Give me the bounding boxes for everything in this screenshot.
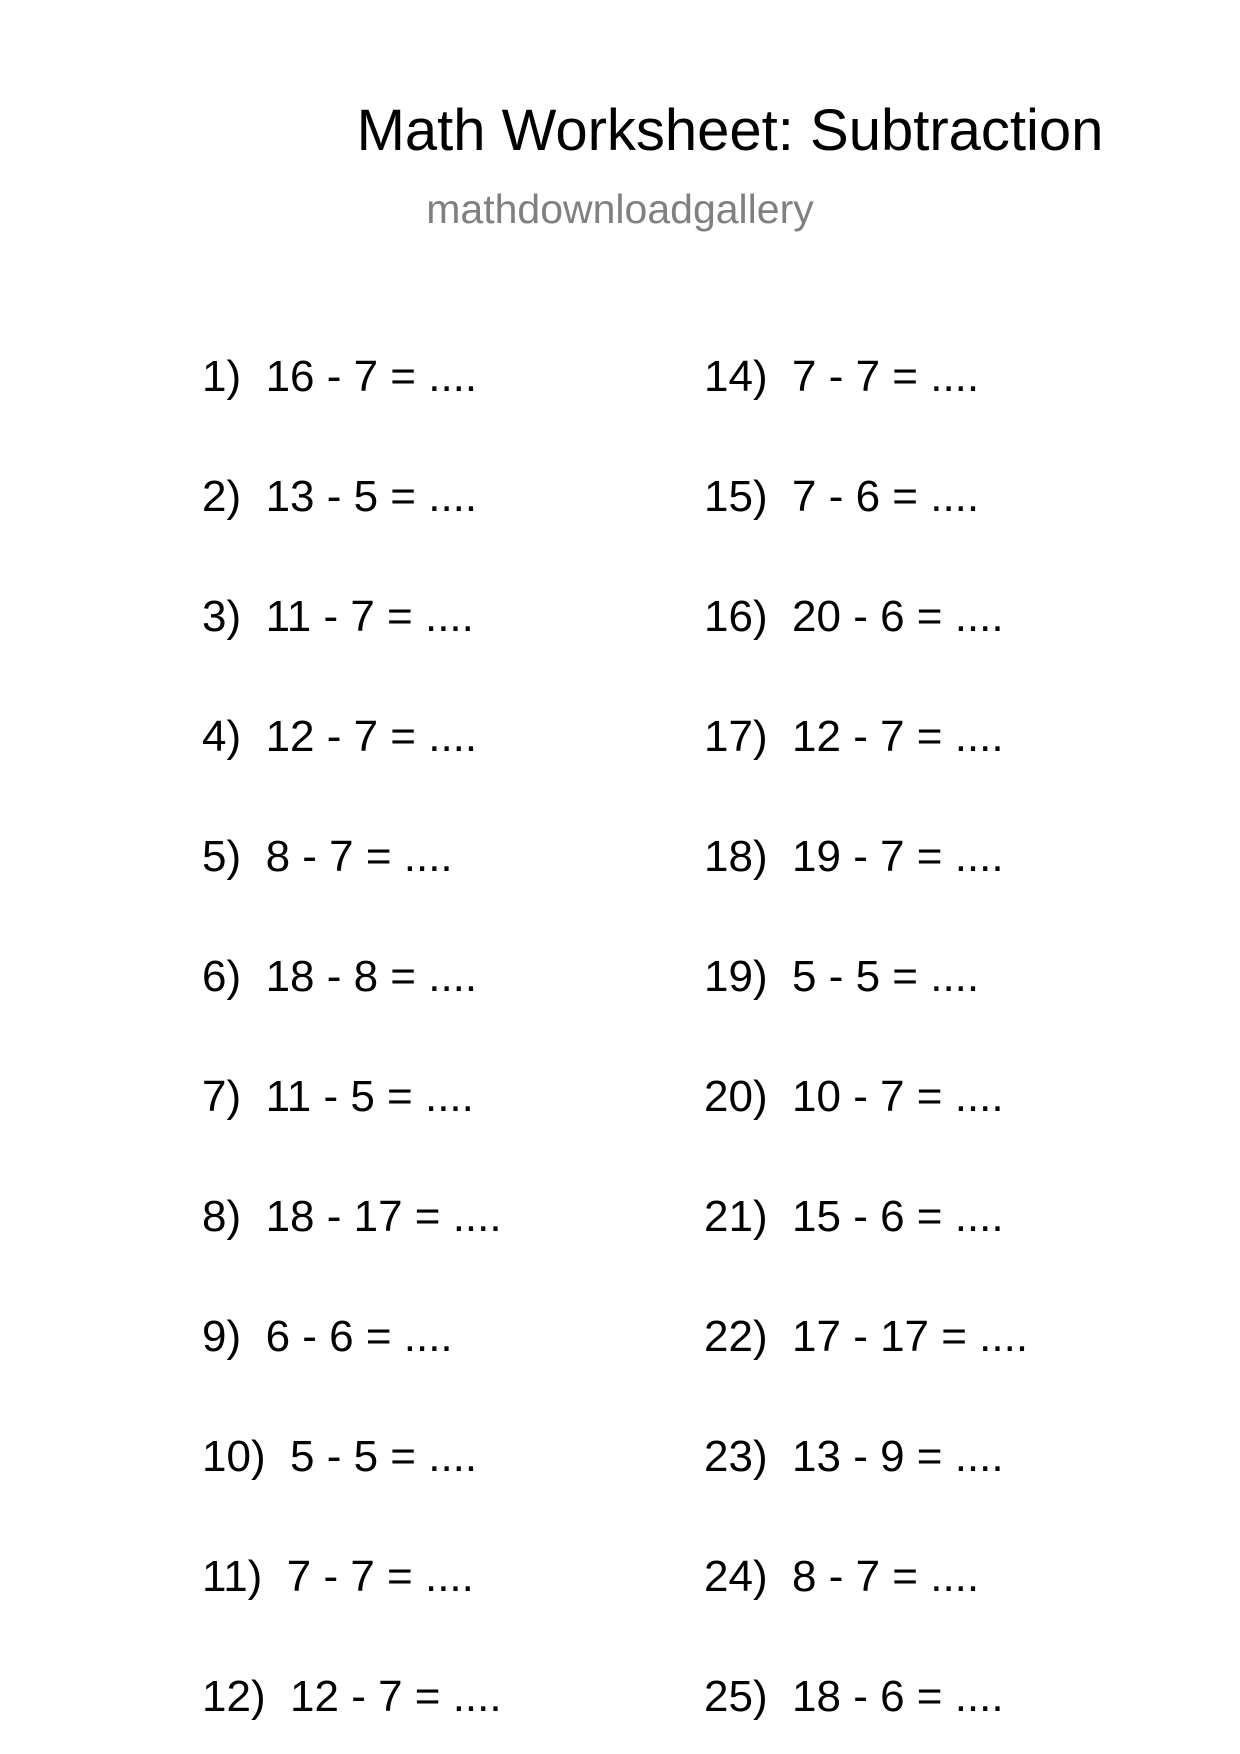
- problem-item: 23) 13 - 9 = ....: [704, 1432, 1004, 1481]
- worksheet-subtitle: mathdownloadgallery: [426, 186, 814, 232]
- problem-item: 24) 8 - 7 = ....: [704, 1552, 980, 1601]
- problem-item: 2) 13 - 5 = ....: [202, 472, 478, 521]
- problem-item: 14) 7 - 7 = ....: [704, 352, 980, 401]
- problem-item: 19) 5 - 5 = ....: [704, 952, 980, 1001]
- problem-item: 10) 5 - 5 = ....: [202, 1432, 478, 1481]
- problem-item: 6) 18 - 8 = ....: [202, 952, 478, 1001]
- problem-item: 22) 17 - 17 = ....: [704, 1312, 1029, 1361]
- problem-item: 4) 12 - 7 = ....: [202, 712, 478, 761]
- problem-item: 12) 12 - 7 = ....: [202, 1672, 502, 1721]
- problem-item: 15) 7 - 6 = ....: [704, 472, 980, 521]
- problem-item: 3) 11 - 7 = ....: [202, 592, 474, 641]
- problem-item: 17) 12 - 7 = ....: [704, 712, 1004, 761]
- problem-item: 18) 19 - 7 = ....: [704, 832, 1004, 881]
- problem-item: 7) 11 - 5 = ....: [202, 1072, 474, 1121]
- problem-item: 1) 16 - 7 = ....: [202, 352, 478, 401]
- problem-item: 11) 7 - 7 = ....: [202, 1552, 474, 1601]
- problem-item: 20) 10 - 7 = ....: [704, 1072, 1004, 1121]
- problem-item: 5) 8 - 7 = ....: [202, 832, 453, 881]
- problem-item: 9) 6 - 6 = ....: [202, 1312, 453, 1361]
- problem-item: 16) 20 - 6 = ....: [704, 592, 1004, 641]
- problem-item: 21) 15 - 6 = ....: [704, 1192, 1004, 1241]
- worksheet-title: Math Worksheet: Subtraction: [356, 98, 1104, 163]
- problem-item: 8) 18 - 17 = ....: [202, 1192, 502, 1241]
- problem-item: 25) 18 - 6 = ....: [704, 1672, 1004, 1721]
